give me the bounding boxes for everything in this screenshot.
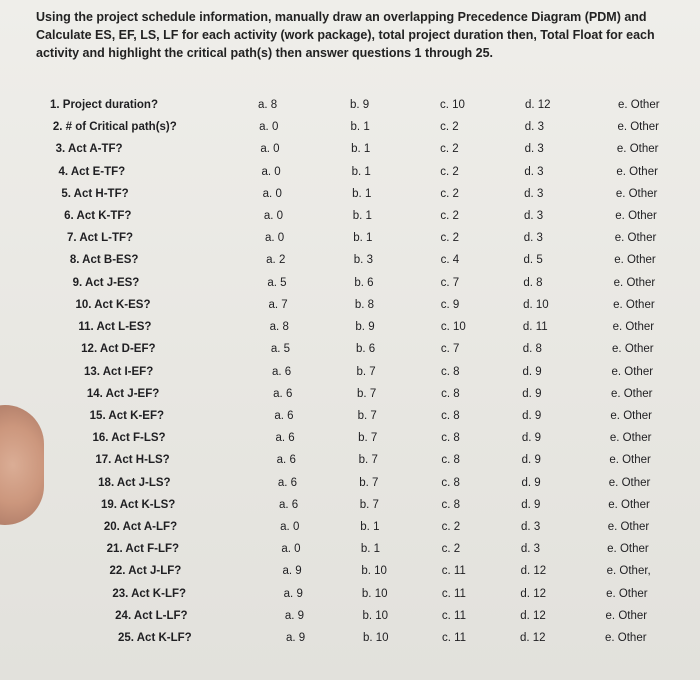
question-row	[0, 99, 700, 119]
option-e[interactable]: e. Other	[613, 298, 655, 311]
option-d[interactable]: d. 8	[523, 276, 543, 289]
option-c[interactable]: c. 10	[440, 321, 466, 334]
option-c[interactable]: c. 9	[440, 298, 460, 311]
question-row	[0, 343, 700, 363]
question-label: 8. Act B-ES?	[69, 254, 139, 267]
option-b[interactable]: b. 9	[355, 321, 375, 334]
option-e[interactable]: e. Other	[611, 365, 654, 378]
option-b[interactable]: b. 10	[361, 565, 387, 578]
option-b[interactable]: b. 7	[359, 498, 379, 511]
option-b[interactable]: b. 7	[356, 365, 376, 378]
option-a[interactable]: a. 9	[283, 587, 303, 600]
option-a[interactable]: a. 0	[280, 520, 300, 533]
option-b[interactable]: b. 1	[351, 143, 371, 156]
question-label: 9. Act J-ES?	[72, 276, 140, 289]
option-d[interactable]: d. 12	[525, 99, 551, 111]
option-a[interactable]: a. 0	[281, 543, 301, 556]
option-b[interactable]: b. 10	[363, 632, 389, 644]
option-e[interactable]: e. Other	[605, 632, 647, 644]
question-label: 19. Act K-LS?	[101, 498, 176, 511]
option-b[interactable]: b. 1	[352, 210, 372, 223]
question-row	[0, 432, 700, 452]
question-label: 10. Act K-ES?	[75, 298, 151, 311]
question-label: 2. # of Critical path(s)?	[52, 121, 177, 134]
option-b[interactable]: b. 1	[350, 121, 370, 134]
option-a[interactable]: a. 0	[265, 232, 285, 245]
option-d[interactable]: d. 3	[524, 143, 544, 156]
option-d[interactable]: d. 3	[523, 210, 544, 223]
question-label: 12. Act D-EF?	[81, 343, 156, 356]
option-d[interactable]: d. 3	[523, 232, 543, 245]
option-e[interactable]: e. Other	[612, 321, 655, 334]
question-label: 4. Act E-TF?	[58, 165, 126, 178]
question-label: 15. Act K-EF?	[89, 409, 164, 422]
option-c[interactable]: c. 4	[440, 254, 460, 267]
question-label: 14. Act J-EF?	[86, 387, 160, 400]
option-a[interactable]: a. 5	[267, 276, 287, 289]
question-label: 16. Act F-LS?	[92, 432, 166, 445]
option-a[interactable]: a. 6	[277, 476, 298, 489]
option-e[interactable]: e. Other	[618, 99, 660, 111]
question-label: 18. Act J-LS?	[98, 476, 171, 489]
option-d[interactable]: d. 9	[522, 365, 542, 378]
option-c[interactable]: c. 2	[440, 165, 459, 178]
option-b[interactable]: b. 1	[352, 187, 372, 200]
option-c[interactable]: c. 7	[440, 276, 460, 289]
option-a[interactable]: a. 8	[269, 321, 289, 334]
question-row	[0, 410, 700, 430]
question-row	[0, 565, 700, 585]
option-b[interactable]: b. 3	[353, 254, 373, 267]
option-b[interactable]: b. 10	[361, 587, 388, 600]
question-label: 23. Act K-LF?	[112, 587, 187, 600]
option-e[interactable]: e. Other	[610, 409, 652, 422]
option-e[interactable]: e. Other	[615, 210, 657, 223]
option-e[interactable]: e. Other	[606, 587, 648, 600]
option-b[interactable]: b. 1	[360, 520, 380, 533]
question-label: 1. Project duration?	[50, 99, 158, 111]
option-e[interactable]: e. Other	[614, 232, 657, 245]
option-b[interactable]: b. 7	[358, 432, 378, 445]
option-a[interactable]: a. 6	[274, 409, 294, 422]
question-label: 7. Act L-TF?	[67, 232, 134, 245]
option-e[interactable]: e. Other	[614, 254, 656, 267]
option-d[interactable]: d. 9	[521, 432, 542, 445]
question-row	[0, 232, 700, 252]
option-a[interactable]: a. 6	[273, 387, 293, 400]
option-d[interactable]: d. 10	[523, 298, 549, 311]
question-row	[0, 277, 700, 297]
question-row	[0, 454, 700, 474]
option-d[interactable]: d. 9	[522, 387, 542, 400]
option-c[interactable]: c. 2	[441, 543, 461, 556]
option-c[interactable]: c. 8	[441, 387, 460, 400]
question-label: 6. Act K-TF?	[64, 210, 132, 223]
option-c[interactable]: c. 2	[440, 143, 459, 156]
thumb-overlay	[0, 405, 44, 525]
question-row	[0, 632, 700, 652]
instructions-text: Using the project schedule information, manually draw an overlapping Precedence Diagram (PDM) and Calculate ES, EF, LS, LF for each activity (work package), total project duration then, Total Float for each activity and highlight the critical path(s) then answer questions 1 through 25.	[36, 10, 655, 60]
option-c[interactable]: c. 2	[440, 232, 460, 245]
option-e[interactable]: e. Other	[607, 520, 650, 533]
option-d[interactable]: d. 3	[524, 187, 544, 200]
question-row	[0, 388, 700, 408]
question-label: 24. Act L-LF?	[115, 609, 188, 622]
question-row	[0, 366, 700, 386]
option-b[interactable]: b. 8	[354, 298, 375, 311]
question-label: 5. Act H-TF?	[61, 187, 129, 200]
option-e[interactable]: e. Other	[616, 165, 658, 178]
question-label: 21. Act F-LF?	[106, 543, 180, 556]
question-label: 25. Act K-LF?	[118, 632, 192, 644]
option-c[interactable]: c. 8	[441, 454, 460, 467]
question-label: 20. Act A-LF?	[103, 520, 178, 533]
option-e[interactable]: e. Other	[607, 543, 649, 556]
option-d[interactable]: d. 3	[524, 121, 544, 134]
option-e[interactable]: e. Other	[608, 476, 651, 489]
question-row	[0, 121, 700, 141]
question-row	[0, 254, 700, 274]
option-d[interactable]: d. 9	[522, 409, 542, 422]
option-b[interactable]: b. 7	[359, 476, 379, 489]
option-a[interactable]: a. 6	[272, 365, 292, 378]
option-a[interactable]: a. 0	[262, 187, 282, 200]
option-a[interactable]: a. 2	[266, 254, 286, 267]
option-c[interactable]: c. 10	[440, 99, 465, 111]
option-a[interactable]: a. 6	[279, 498, 299, 511]
question-label: 3. Act A-TF?	[55, 143, 123, 156]
question-label: 13. Act I-EF?	[84, 365, 154, 378]
option-d[interactable]: d. 8	[522, 343, 542, 356]
question-row	[0, 166, 700, 186]
option-a[interactable]: a. 7	[268, 298, 288, 311]
option-b[interactable]: b. 1	[353, 232, 373, 245]
option-d[interactable]: d. 3	[524, 165, 544, 178]
question-row	[0, 588, 700, 608]
option-d[interactable]: d. 9	[521, 498, 541, 511]
option-a[interactable]: a. 9	[282, 565, 302, 578]
option-e[interactable]: e. Other	[610, 387, 653, 400]
question-label: 17. Act H-LS?	[95, 454, 170, 467]
option-b[interactable]: b. 1	[351, 165, 371, 178]
option-a[interactable]: a. 9	[286, 632, 306, 644]
option-e[interactable]: e. Other	[605, 609, 648, 622]
question-row	[0, 521, 700, 541]
option-d[interactable]: d. 12	[520, 587, 546, 600]
option-d[interactable]: d. 3	[521, 520, 541, 533]
option-d[interactable]: d. 5	[523, 254, 543, 267]
question-row	[0, 299, 700, 319]
option-e[interactable]: e. Other	[613, 276, 656, 289]
question-row	[0, 210, 700, 230]
option-c[interactable]: c. 11	[441, 609, 466, 622]
option-c[interactable]: c. 8	[441, 498, 461, 511]
option-a[interactable]: a. 5	[270, 343, 291, 356]
option-d[interactable]: d. 9	[521, 476, 541, 489]
option-e[interactable]: e. Other	[616, 143, 659, 156]
option-c[interactable]: c. 7	[440, 343, 460, 356]
option-c[interactable]: c. 8	[441, 476, 460, 489]
option-b[interactable]: b. 7	[357, 409, 377, 422]
option-b[interactable]: b. 1	[360, 543, 381, 556]
option-c[interactable]: c. 11	[441, 565, 466, 578]
option-c[interactable]: c. 2	[440, 210, 459, 223]
option-b[interactable]: b. 6	[354, 276, 374, 289]
option-a[interactable]: a. 0	[259, 121, 279, 134]
question-label: 22. Act J-LF?	[109, 565, 182, 578]
option-a[interactable]: a. 0	[261, 165, 281, 178]
option-a[interactable]: a. 6	[276, 454, 296, 467]
question-row	[0, 143, 700, 163]
question-row	[0, 321, 700, 341]
option-b[interactable]: b. 7	[357, 387, 377, 400]
option-e[interactable]: e. Other	[609, 432, 652, 445]
option-b[interactable]: b. 9	[350, 99, 370, 111]
option-e[interactable]: e. Other	[617, 121, 660, 134]
option-a[interactable]: a. 0	[263, 210, 284, 223]
question-row	[0, 499, 700, 519]
option-b[interactable]: b. 7	[358, 454, 378, 467]
question-row	[0, 610, 700, 630]
option-c[interactable]: c. 2	[440, 121, 459, 134]
option-d[interactable]: d. 12	[520, 609, 546, 622]
option-c[interactable]: c. 2	[440, 187, 459, 200]
option-e[interactable]: e. Other,	[606, 565, 651, 578]
option-e[interactable]: e. Other	[609, 454, 651, 467]
option-e[interactable]: e. Other	[612, 343, 654, 356]
option-c[interactable]: c. 11	[441, 587, 466, 600]
option-d[interactable]: d. 12	[520, 565, 547, 578]
option-d[interactable]: d. 3	[520, 543, 541, 556]
option-d[interactable]: d. 12	[520, 632, 546, 644]
question-row	[0, 543, 700, 563]
option-d[interactable]: d. 11	[522, 321, 548, 334]
option-b[interactable]: b. 6	[355, 343, 376, 356]
question-row	[0, 477, 700, 497]
option-a[interactable]: a. 8	[258, 99, 278, 111]
question-label: 11. Act L-ES?	[78, 321, 152, 334]
option-c[interactable]: c. 8	[441, 365, 460, 378]
option-a[interactable]: a. 9	[284, 609, 305, 622]
option-c[interactable]: c. 8	[441, 432, 460, 445]
option-b[interactable]: b. 10	[362, 609, 389, 622]
option-c[interactable]: c. 2	[441, 520, 461, 533]
option-e[interactable]: e. Other	[608, 498, 650, 511]
option-c[interactable]: c. 8	[441, 409, 460, 422]
option-c[interactable]: c. 11	[442, 632, 467, 644]
option-d[interactable]: d. 9	[521, 454, 541, 467]
option-a[interactable]: a. 0	[260, 143, 280, 156]
option-a[interactable]: a. 6	[275, 432, 295, 445]
question-row	[0, 188, 700, 208]
option-e[interactable]: e. Other	[615, 187, 658, 200]
